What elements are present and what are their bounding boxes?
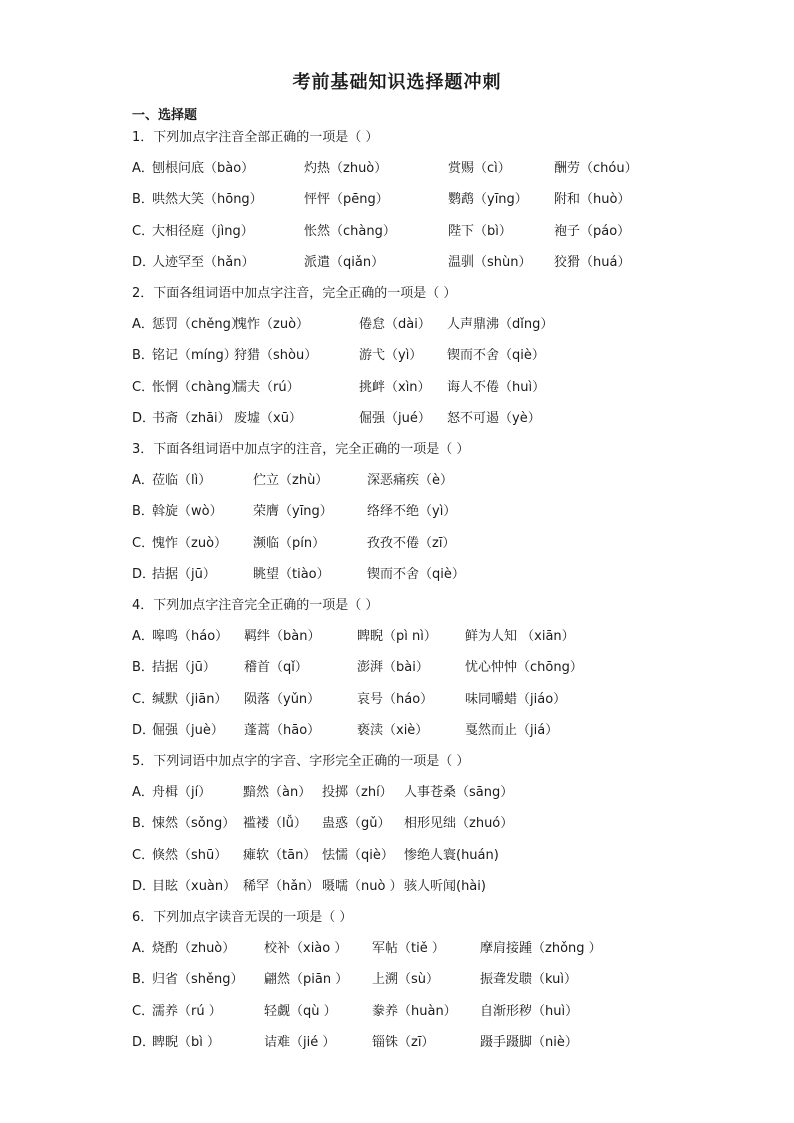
- option-item: 惨绝人寰(huán): [404, 847, 499, 863]
- option-item: 陨落（yǔn）: [244, 691, 321, 707]
- option-item: 斡旋（wò）: [152, 504, 223, 520]
- question-stem: 3．下面各组词语中加点字的注音，完全正确的一项是（ ）: [132, 442, 470, 457]
- option-label: D．: [132, 254, 156, 270]
- option-item: 袍子（páo）: [554, 223, 631, 239]
- option-item: 濒临（pín）: [253, 535, 326, 551]
- option-label: B．: [132, 192, 154, 208]
- option-label: C．: [132, 691, 155, 707]
- option-item: 酬劳（chóu）: [554, 161, 638, 177]
- option-item: 灼热（zhuò）: [304, 161, 388, 177]
- option-item: 狩猎（shòu）: [234, 348, 318, 364]
- option-item: 拮据（jū）: [152, 566, 216, 582]
- option-item: 军帖（tiě ）: [372, 941, 445, 957]
- option-label: C．: [132, 223, 155, 239]
- option-label: A．: [132, 629, 154, 645]
- option-item: 深恶痛疾（è）: [367, 473, 453, 489]
- option-item: 忧心忡忡（chōng）: [465, 660, 583, 676]
- option-item: 诲人不倦（huì）: [447, 379, 546, 395]
- option-item: 怅惘（chàng）: [152, 379, 244, 395]
- question-stem: 4．下列加点字注音完全正确的一项是（ ）: [132, 598, 379, 613]
- option-item: 愧怍（zuò）: [152, 535, 228, 551]
- option-item: 大相径庭（jìng）: [152, 223, 254, 239]
- option-item: 派遣（qiǎn）: [304, 254, 385, 270]
- option-label: D．: [132, 410, 156, 426]
- option-item: 鲜为人知 （xiān）: [465, 629, 575, 645]
- option-item: 归省（shěng）: [152, 972, 244, 988]
- option-item: 嗫嚅（nuò ）: [322, 878, 403, 894]
- option-item: 狡猾（huá）: [554, 254, 631, 270]
- option-item: 相形见绌（zhuó）: [404, 816, 514, 832]
- option-label: B．: [132, 816, 154, 832]
- option-item: 豢养（huàn）: [372, 1003, 457, 1019]
- option-label: A．: [132, 785, 154, 801]
- option-item: 倔强（juè）: [152, 722, 224, 738]
- option-item: 黯然（àn）: [243, 785, 312, 801]
- option-label: B．: [132, 660, 154, 676]
- option-item: 睥睨（pì nì）: [357, 629, 437, 645]
- option-item: 刨根问底（bào）: [152, 161, 255, 177]
- option-item: 振聋发聩（kuì）: [480, 972, 577, 988]
- option-item: 翩然（piān ）: [264, 972, 349, 988]
- option-item: 自渐形秽（huì）: [480, 1003, 579, 1019]
- option-item: 诘难（jié ）: [264, 1034, 336, 1050]
- option-item: 孜孜不倦（zī）: [367, 535, 456, 551]
- option-item: 烧酌（zhuò）: [152, 941, 236, 957]
- option-item: 味同嚼蜡（jiáo）: [465, 691, 567, 707]
- option-item: 锲而不舍（qiè）: [367, 566, 465, 582]
- page-title: 考前基础知识选择题冲刺: [292, 72, 502, 93]
- option-item: 铭记（míng）: [152, 348, 237, 364]
- option-label: D．: [132, 1034, 156, 1050]
- option-item: 蹑手蹑脚（niè）: [480, 1034, 578, 1050]
- option-label: A．: [132, 473, 154, 489]
- option-item: 鹦鹉（yīng）: [448, 192, 528, 208]
- option-item: 附和（huò）: [554, 192, 631, 208]
- question-stem: 2．下面各组词语中加点字注音，完全正确的一项是（ ）: [132, 286, 457, 301]
- option-item: 倔强（jué）: [359, 410, 431, 426]
- option-item: 瘫软（tān）: [243, 847, 317, 863]
- option-item: 眺望（tiào）: [253, 566, 330, 582]
- option-label: C．: [132, 535, 155, 551]
- option-item: 怒不可遏（yè）: [447, 410, 541, 426]
- option-item: 稽首（qǐ）: [244, 660, 308, 676]
- question-stem: 1．下列加点字注音全部正确的一项是（ ）: [132, 130, 379, 145]
- option-item: 戛然而止（jiá）: [465, 722, 559, 738]
- option-item: 荣膺（yīng）: [253, 504, 333, 520]
- option-item: 悚然（sǒng）: [152, 816, 236, 832]
- option-item: 锲而不舍（qiè）: [447, 348, 545, 364]
- question-stem: 6．下列加点字读音无误的一项是（ ）: [132, 910, 353, 925]
- option-item: 莅临（lì）: [152, 473, 212, 489]
- option-item: 懦夫（rú）: [234, 379, 300, 395]
- option-item: 温驯（shùn）: [448, 254, 532, 270]
- option-item: 羁绊（bàn）: [244, 629, 321, 645]
- option-item: 骇人听闻(hài): [404, 878, 486, 894]
- option-label: C．: [132, 379, 155, 395]
- option-item: 书斋（zhāi）: [152, 410, 231, 426]
- option-item: 濡养（rú ）: [152, 1003, 222, 1019]
- option-item: 倦怠（dài）: [359, 317, 431, 333]
- option-item: 蛊惑（gǔ）: [322, 816, 391, 832]
- option-item: 稀罕（hǎn）: [243, 878, 320, 894]
- option-item: 舟楫（jí）: [152, 785, 212, 801]
- option-item: 哄然大笑（hōng）: [152, 192, 263, 208]
- option-item: 褴褛（lǚ）: [243, 816, 307, 832]
- option-item: 伫立（zhù）: [253, 473, 329, 489]
- option-item: 蓬蒿（hāo）: [244, 722, 321, 738]
- option-item: 废墟（xū）: [234, 410, 302, 426]
- option-item: 怅然（chàng）: [304, 223, 396, 239]
- option-item: 人事苍桑（sāng）: [404, 785, 514, 801]
- option-item: 赏赐（cì）: [448, 161, 511, 177]
- option-item: 轻觑（qù ）: [264, 1003, 337, 1019]
- option-item: 拮据（jū）: [152, 660, 216, 676]
- option-item: 哀号（háo）: [357, 691, 434, 707]
- option-item: 亵渎（xiè）: [357, 722, 429, 738]
- option-label: B．: [132, 348, 154, 364]
- option-label: A．: [132, 317, 154, 333]
- option-label: B．: [132, 972, 154, 988]
- option-label: D．: [132, 878, 156, 894]
- option-item: 络绎不绝（yì）: [367, 504, 457, 520]
- option-item: 目眩（xuàn）: [152, 878, 237, 894]
- option-item: 摩肩接踵（zhǒng ）: [480, 941, 602, 957]
- option-item: 陛下（bì）: [448, 223, 512, 239]
- option-item: 人声鼎沸（dǐng）: [447, 317, 554, 333]
- option-item: 怦怦（pēng）: [304, 192, 389, 208]
- option-item: 校补（xiào ）: [264, 941, 348, 957]
- option-item: 挑衅（xìn）: [359, 379, 431, 395]
- option-item: 游弋（yì）: [359, 348, 423, 364]
- option-item: 澎湃（bài）: [357, 660, 429, 676]
- option-item: 投掷（zhí）: [322, 785, 393, 801]
- option-label: D．: [132, 566, 156, 582]
- option-label: D．: [132, 722, 156, 738]
- option-item: 睥睨（bì ）: [152, 1034, 220, 1050]
- option-item: 愧怍（zuò）: [234, 317, 310, 333]
- option-item: 怯懦（qiè）: [322, 847, 394, 863]
- option-label: A．: [132, 941, 154, 957]
- option-item: 倏然（shū）: [152, 847, 228, 863]
- question-stem: 5．下列词语中加点字的字音、字形完全正确的一项是（ ）: [132, 754, 470, 769]
- option-item: 上溯（sù）: [372, 972, 440, 988]
- section-heading: 一、选择题: [132, 108, 198, 123]
- option-label: C．: [132, 847, 155, 863]
- option-item: 人迹罕至（hǎn）: [152, 254, 255, 270]
- option-label: B．: [132, 504, 154, 520]
- option-item: 惩罚（chěng）: [152, 317, 244, 333]
- option-item: 锱铢（zī）: [372, 1034, 435, 1050]
- option-item: 缄默（jiān）: [152, 691, 228, 707]
- option-label: C．: [132, 1003, 155, 1019]
- option-label: A．: [132, 161, 154, 177]
- option-item: 嗥鸣（háo）: [152, 629, 229, 645]
